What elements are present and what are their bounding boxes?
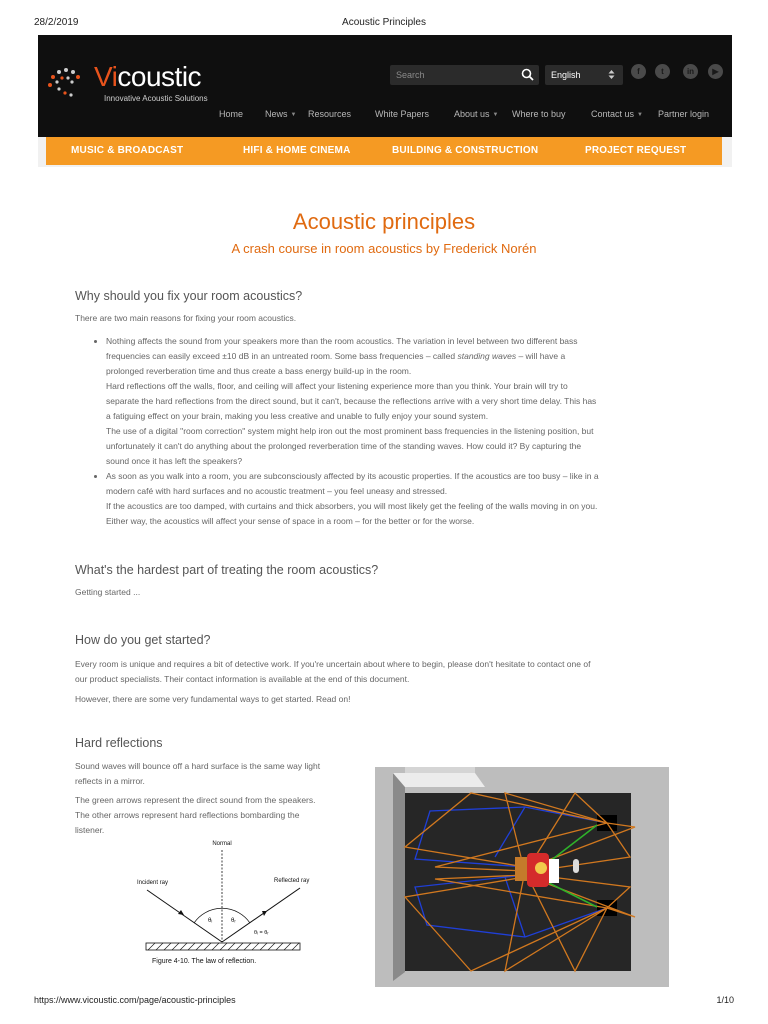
print-header	[0, 17, 768, 31]
section-text: Sound waves will bounce off a hard surface is the same way light reflects in a mirror.	[75, 761, 321, 786]
youtube-icon[interactable]: ▶	[708, 64, 723, 79]
law-of-reflection-figure	[132, 838, 312, 968]
section-text: The green arrows represent the direct sound from the speakers. The other arrows represent hard reflections bombarding the listener.	[75, 795, 316, 835]
chevron-down-icon: ▼	[290, 112, 297, 118]
print-page-number: 1/10	[716, 995, 734, 1005]
nav-home[interactable]: Home	[219, 109, 244, 119]
section-heading-why: Why should you fix your room acoustics?	[75, 289, 303, 303]
list-item: • As soon as you walk into a room, you are subconsciously affected by its acoustic properties. If the acoustics are too busy – like in a modern café with hard surfaces and no acoustic treatment – you feel uneasy and stressed. If the acoustics are too damped, with curtains and thick absorbers, you will most likely get the feeling of the walls moving in on you. Either way, the acoustics will affect your sense of space in a room – for the better or for the worse.	[106, 469, 697, 529]
linkedin-icon[interactable]: in	[683, 64, 698, 79]
section-heading-hard-reflections: Hard reflections	[75, 736, 163, 750]
figure-incident-label: Incident ray	[137, 880, 169, 886]
page-subtitle: A crash course in room acoustics by Frederick Norén	[231, 241, 537, 256]
nav-white-papers[interactable]: White Papers	[375, 109, 430, 119]
category-bar-inner	[46, 137, 722, 165]
section-text: Getting started ...	[75, 587, 141, 597]
nav-contact-us[interactable]: Contact us ▼	[591, 109, 643, 119]
nav-partner-login[interactable]: Partner login	[658, 109, 710, 119]
nav-resources[interactable]: Resources	[308, 109, 352, 119]
chevron-down-icon: ▼	[492, 112, 499, 118]
select-arrows-icon	[608, 69, 615, 80]
category-project-request[interactable]: PROJECT REQUEST	[585, 145, 687, 156]
list-item: • Nothing affects the sound from your speakers more than the room acoustics. The variation in level between two different bass frequencies can easily exceed ±10 dB in an untreated room. Some bass frequencies – called standing waves – will have a prolonged reverberation time and thus create a bass energy build-up in the room. Hard reflections off the walls, floor, and ceiling will affect your listening experience more than you think. Your brain will try to separate the hard reflections from the direct sound, but it can't, because the reflections arrive with a very short time delay. This has a fatiguing effect on your brain, making you less creative and unable to fully enjoy your sound system. The use of a digital "room correction" system might help iron out the most prominent bass frequencies in the listening position, but unfortunately it can't do anything about the prolonged reverberation time of the standing waves. How could it? By capturing the sound once it has left the speakers?	[106, 334, 697, 469]
print-footer	[0, 995, 768, 1009]
section-text: However, there are some very fundamental ways to get started. Read on!	[75, 694, 351, 704]
site-header	[38, 35, 732, 137]
chevron-down-icon: ▼	[637, 112, 643, 118]
figure-theta-r: θᵣ	[231, 918, 236, 924]
facebook-icon[interactable]: f	[631, 64, 646, 79]
category-music-broadcast[interactable]: MUSIC & BROADCAST	[71, 145, 184, 156]
figure-equation: θᵢ = θᵣ	[254, 930, 269, 936]
main-nav	[38, 109, 732, 123]
print-title: Acoustic Principles	[342, 17, 426, 28]
search-box	[390, 65, 539, 85]
section-text: Every room is unique and requires a bit of detective work. If you're uncertain about where to begin, please don't hesitate to contact one of our product specialists. Their contact information is available at the end of this document.	[75, 659, 591, 684]
print-date: 28/2/2019	[34, 17, 79, 28]
language-select[interactable]	[545, 65, 623, 85]
language-selected: English	[551, 70, 581, 80]
category-hifi-home-cinema[interactable]: HIFI & HOME CINEMA	[243, 145, 351, 156]
print-url: https://www.vicoustic.com/page/acoustic-principles	[34, 995, 236, 1005]
section-intro: There are two main reasons for fixing your room acoustics.	[75, 313, 297, 323]
brand-name: Vicoustic	[94, 61, 202, 92]
room-reflections-illustration	[375, 767, 669, 987]
section-heading-get-started: How do you get started?	[75, 633, 211, 647]
category-building-construction[interactable]: BUILDING & CONSTRUCTION	[392, 145, 539, 156]
search-icon[interactable]	[521, 68, 534, 81]
search-input[interactable]	[396, 65, 514, 85]
figure-caption: Figure 4-10. The law of reflection.	[152, 958, 257, 965]
section-heading-hardest: What's the hardest part of treating the room acoustics?	[75, 563, 379, 577]
nav-news[interactable]: News ▼	[265, 109, 297, 119]
logo[interactable]	[44, 61, 244, 107]
nav-where-to-buy[interactable]: Where to buy	[512, 109, 566, 119]
figure-theta-i: θᵢ	[208, 918, 213, 924]
brand-tagline: Innovative Acoustic Solutions	[104, 94, 208, 103]
reasons-list	[92, 334, 697, 529]
twitter-icon[interactable]: t	[655, 64, 670, 79]
figure-normal-label: Normal	[212, 841, 232, 847]
logo-mark-icon	[44, 65, 92, 99]
nav-about-us[interactable]: About us ▼	[454, 109, 499, 119]
figure-reflected-label: Reflected ray	[274, 878, 310, 884]
page-title: Acoustic principles	[292, 209, 476, 234]
category-bar	[38, 137, 732, 167]
